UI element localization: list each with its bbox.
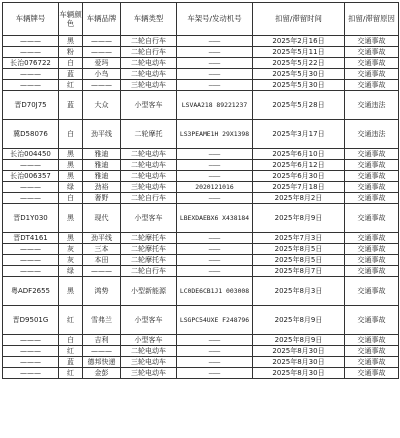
color-cell: 蓝 (59, 91, 83, 120)
frame-engine-cell: ——— (177, 335, 253, 346)
type-cell: 二轮自行车 (121, 36, 177, 47)
detention-reason-cell: 交通违法 (345, 120, 399, 149)
detention-time-cell: 2025年8月7日 (253, 266, 345, 277)
detention-reason-cell: 交通事故 (345, 255, 399, 266)
brand-cell: 劲平线 (83, 233, 121, 244)
plate-number-cell: 长治006357 (3, 171, 59, 182)
type-cell: 二轮自行车 (121, 47, 177, 58)
brand-cell: 劲裕 (83, 182, 121, 193)
table-row (3, 255, 399, 266)
brand-cell: 雅迪 (83, 149, 121, 160)
color-cell: 白 (59, 58, 83, 69)
color-cell: 白 (59, 120, 83, 149)
detention-reason-cell: 交通事故 (345, 244, 399, 255)
table-row (3, 58, 399, 69)
table-row (3, 171, 399, 182)
table-row (3, 193, 399, 204)
detention-time-cell: 2025年5月30日 (253, 69, 345, 80)
plate-number-cell: ——— (3, 346, 59, 357)
color-cell: 黑 (59, 233, 83, 244)
color-cell: 红 (59, 346, 83, 357)
table-row (3, 69, 399, 80)
table-row (3, 160, 399, 171)
frame-engine-cell: LS3PEAME1H 29X1398 (177, 120, 253, 149)
plate-number-cell: 晋D9501G (3, 306, 59, 335)
plate-number-cell: ——— (3, 335, 59, 346)
brand-cell: 本田 (83, 255, 121, 266)
detention-reason-cell: 交通事故 (345, 368, 399, 379)
detained-vehicle-table (2, 2, 399, 379)
plate-number-cell: ——— (3, 357, 59, 368)
plate-number-cell: 长治004450 (3, 149, 59, 160)
type-cell: 三轮电动车 (121, 357, 177, 368)
detention-reason-cell: 交通事故 (345, 47, 399, 58)
detention-reason-cell: 交通事故 (345, 357, 399, 368)
detention-reason-cell: 交通事故 (345, 58, 399, 69)
plate-number-cell: ——— (3, 255, 59, 266)
plate-number-cell: 晋D1Y030 (3, 204, 59, 233)
type-cell: 二轮电动车 (121, 160, 177, 171)
brand-cell: 雪弗兰 (83, 306, 121, 335)
type-cell: 二轮自行车 (121, 266, 177, 277)
plate-number-cell: ——— (3, 266, 59, 277)
detention-reason-cell: 交通事故 (345, 160, 399, 171)
brand-cell: 金彭 (83, 368, 121, 379)
header-vehicle-color: 车辆颜色 (59, 3, 83, 36)
detention-time-cell: 2025年8月2日 (253, 193, 345, 204)
color-cell: 黑 (59, 149, 83, 160)
brand-cell: 小鸟 (83, 69, 121, 80)
frame-engine-cell: LSVAA218 89221237 (177, 91, 253, 120)
plate-number-cell: 粤ADF2655 (3, 277, 59, 306)
detention-time-cell: 2025年6月30日 (253, 171, 345, 182)
table-row (3, 357, 399, 368)
plate-number-cell: ——— (3, 160, 59, 171)
color-cell: 灰 (59, 244, 83, 255)
header-detention-time: 扣留/滞留时间 (253, 3, 345, 36)
frame-engine-cell: ——— (177, 36, 253, 47)
frame-engine-cell: LBEXDAEBX6 X438184 (177, 204, 253, 233)
header-frame-engine-number: 车架号/发动机号 (177, 3, 253, 36)
brand-cell: 爱玛 (83, 58, 121, 69)
type-cell: 小型新能源 (121, 277, 177, 306)
detention-time-cell: 2025年8月30日 (253, 346, 345, 357)
table-row (3, 233, 399, 244)
detention-reason-cell: 交通事故 (345, 80, 399, 91)
type-cell: 小型客车 (121, 306, 177, 335)
frame-engine-cell: ——— (177, 193, 253, 204)
brand-cell: 德邦快递 (83, 357, 121, 368)
table-row (3, 266, 399, 277)
frame-engine-cell: LSGPC54UXE F248796 (177, 306, 253, 335)
detention-time-cell: 2025年6月10日 (253, 149, 345, 160)
plate-number-cell: ——— (3, 244, 59, 255)
plate-number-cell: ——— (3, 368, 59, 379)
detention-time-cell: 2025年5月22日 (253, 58, 345, 69)
plate-number-cell: 晋D70J75 (3, 91, 59, 120)
brand-cell: ——— (83, 266, 121, 277)
color-cell: 黑 (59, 36, 83, 47)
table-row (3, 244, 399, 255)
detention-time-cell: 2025年7月3日 (253, 233, 345, 244)
frame-engine-cell: LC0DE6CB1J1 003008 (177, 277, 253, 306)
frame-engine-cell: ——— (177, 47, 253, 58)
plate-number-cell: ——— (3, 36, 59, 47)
detention-time-cell: 2025年8月30日 (253, 357, 345, 368)
brand-cell: 吉利 (83, 335, 121, 346)
detention-time-cell: 2025年8月9日 (253, 204, 345, 233)
frame-engine-cell: ——— (177, 357, 253, 368)
color-cell: 白 (59, 335, 83, 346)
detention-reason-cell: 交通事故 (345, 171, 399, 182)
table-body (3, 36, 399, 379)
plate-number-cell: ——— (3, 47, 59, 58)
brand-cell: ——— (83, 346, 121, 357)
detention-time-cell: 2025年8月30日 (253, 368, 345, 379)
frame-engine-cell: ——— (177, 233, 253, 244)
frame-engine-cell: ——— (177, 149, 253, 160)
type-cell: 二轮摩托车 (121, 244, 177, 255)
color-cell: 红 (59, 80, 83, 91)
header-plate-number: 车辆牌号 (3, 3, 59, 36)
table-row (3, 204, 399, 233)
color-cell: 绿 (59, 182, 83, 193)
type-cell: 三轮电动车 (121, 368, 177, 379)
table-row (3, 277, 399, 306)
type-cell: 二轮摩托车 (121, 233, 177, 244)
detention-reason-cell: 交通事故 (345, 346, 399, 357)
frame-engine-cell: ——— (177, 255, 253, 266)
detention-reason-cell: 交通事故 (345, 204, 399, 233)
color-cell: 红 (59, 368, 83, 379)
color-cell: 绿 (59, 266, 83, 277)
detention-reason-cell: 交通事故 (345, 36, 399, 47)
header-vehicle-type: 车辆类型 (121, 3, 177, 36)
brand-cell: 雅迪 (83, 160, 121, 171)
brand-cell: ——— (83, 80, 121, 91)
detention-reason-cell: 交通事故 (345, 335, 399, 346)
header-row (3, 3, 399, 36)
plate-number-cell: ——— (3, 69, 59, 80)
detention-time-cell: 2025年3月17日 (253, 120, 345, 149)
detention-time-cell: 2025年8月9日 (253, 306, 345, 335)
frame-engine-cell: 2020121016 (177, 182, 253, 193)
detention-reason-cell: 交通事故 (345, 193, 399, 204)
color-cell: 蓝 (59, 69, 83, 80)
table-row (3, 182, 399, 193)
detention-reason-cell: 交通事故 (345, 182, 399, 193)
color-cell: 黑 (59, 171, 83, 182)
header-detention-reason: 扣留/滞留原因 (345, 3, 399, 36)
plate-number-cell: ——— (3, 80, 59, 91)
table-row (3, 306, 399, 335)
table-row (3, 36, 399, 47)
type-cell: 二轮电动车 (121, 69, 177, 80)
table-row (3, 368, 399, 379)
frame-engine-cell: ——— (177, 368, 253, 379)
brand-cell: ——— (83, 47, 121, 58)
brand-cell: 奢野 (83, 193, 121, 204)
type-cell: 小型客车 (121, 91, 177, 120)
detention-time-cell: 2025年8月3日 (253, 277, 345, 306)
detention-time-cell: 2025年8月5日 (253, 244, 345, 255)
color-cell: 红 (59, 306, 83, 335)
table-row (3, 346, 399, 357)
detention-reason-cell: 交通违法 (345, 91, 399, 120)
table-row (3, 47, 399, 58)
detention-reason-cell: 交通事故 (345, 266, 399, 277)
type-cell: 三轮电动车 (121, 182, 177, 193)
brand-cell: 鸿势 (83, 277, 121, 306)
type-cell: 二轮摩托 (121, 120, 177, 149)
header-vehicle-brand: 车辆品牌 (83, 3, 121, 36)
brand-cell: 劲平线 (83, 120, 121, 149)
plate-number-cell: ——— (3, 193, 59, 204)
color-cell: 白 (59, 193, 83, 204)
frame-engine-cell: ——— (177, 160, 253, 171)
type-cell: 三轮电动车 (121, 80, 177, 91)
brand-cell: ——— (83, 36, 121, 47)
detention-time-cell: 2025年8月9日 (253, 335, 345, 346)
frame-engine-cell: ——— (177, 58, 253, 69)
detention-time-cell: 2025年5月28日 (253, 91, 345, 120)
table-row (3, 91, 399, 120)
detention-time-cell: 2025年7月18日 (253, 182, 345, 193)
detention-time-cell: 2025年8月5日 (253, 255, 345, 266)
color-cell: 黑 (59, 277, 83, 306)
type-cell: 小型客车 (121, 335, 177, 346)
type-cell: 二轮电动车 (121, 346, 177, 357)
frame-engine-cell: ——— (177, 80, 253, 91)
frame-engine-cell: ——— (177, 266, 253, 277)
plate-number-cell: 晋DT4161 (3, 233, 59, 244)
color-cell: 灰 (59, 255, 83, 266)
detention-time-cell: 2025年5月30日 (253, 80, 345, 91)
type-cell: 二轮电动车 (121, 171, 177, 182)
frame-engine-cell: ——— (177, 244, 253, 255)
plate-number-cell: 长治076722 (3, 58, 59, 69)
detention-time-cell: 2025年2月16日 (253, 36, 345, 47)
detention-time-cell: 2025年6月12日 (253, 160, 345, 171)
plate-number-cell: ——— (3, 182, 59, 193)
brand-cell: 三本 (83, 244, 121, 255)
table-row (3, 120, 399, 149)
table-row (3, 80, 399, 91)
detention-reason-cell: 交通事故 (345, 69, 399, 80)
type-cell: 二轮自行车 (121, 193, 177, 204)
color-cell: 黑 (59, 160, 83, 171)
type-cell: 二轮电动车 (121, 149, 177, 160)
brand-cell: 大众 (83, 91, 121, 120)
frame-engine-cell: ——— (177, 69, 253, 80)
frame-engine-cell: ——— (177, 171, 253, 182)
type-cell: 二轮电动车 (121, 58, 177, 69)
color-cell: 蓝 (59, 357, 83, 368)
detention-reason-cell: 交通事故 (345, 233, 399, 244)
detention-reason-cell: 交通事故 (345, 306, 399, 335)
type-cell: 二轮摩托车 (121, 255, 177, 266)
detention-time-cell: 2025年5月11日 (253, 47, 345, 58)
table-row (3, 335, 399, 346)
detention-reason-cell: 交通事故 (345, 277, 399, 306)
frame-engine-cell: ——— (177, 346, 253, 357)
table-row (3, 149, 399, 160)
brand-cell: 雅迪 (83, 171, 121, 182)
color-cell: 黑 (59, 204, 83, 233)
detention-reason-cell: 交通事故 (345, 149, 399, 160)
brand-cell: 现代 (83, 204, 121, 233)
type-cell: 小型客车 (121, 204, 177, 233)
plate-number-cell: 冀D58076 (3, 120, 59, 149)
color-cell: 粉 (59, 47, 83, 58)
